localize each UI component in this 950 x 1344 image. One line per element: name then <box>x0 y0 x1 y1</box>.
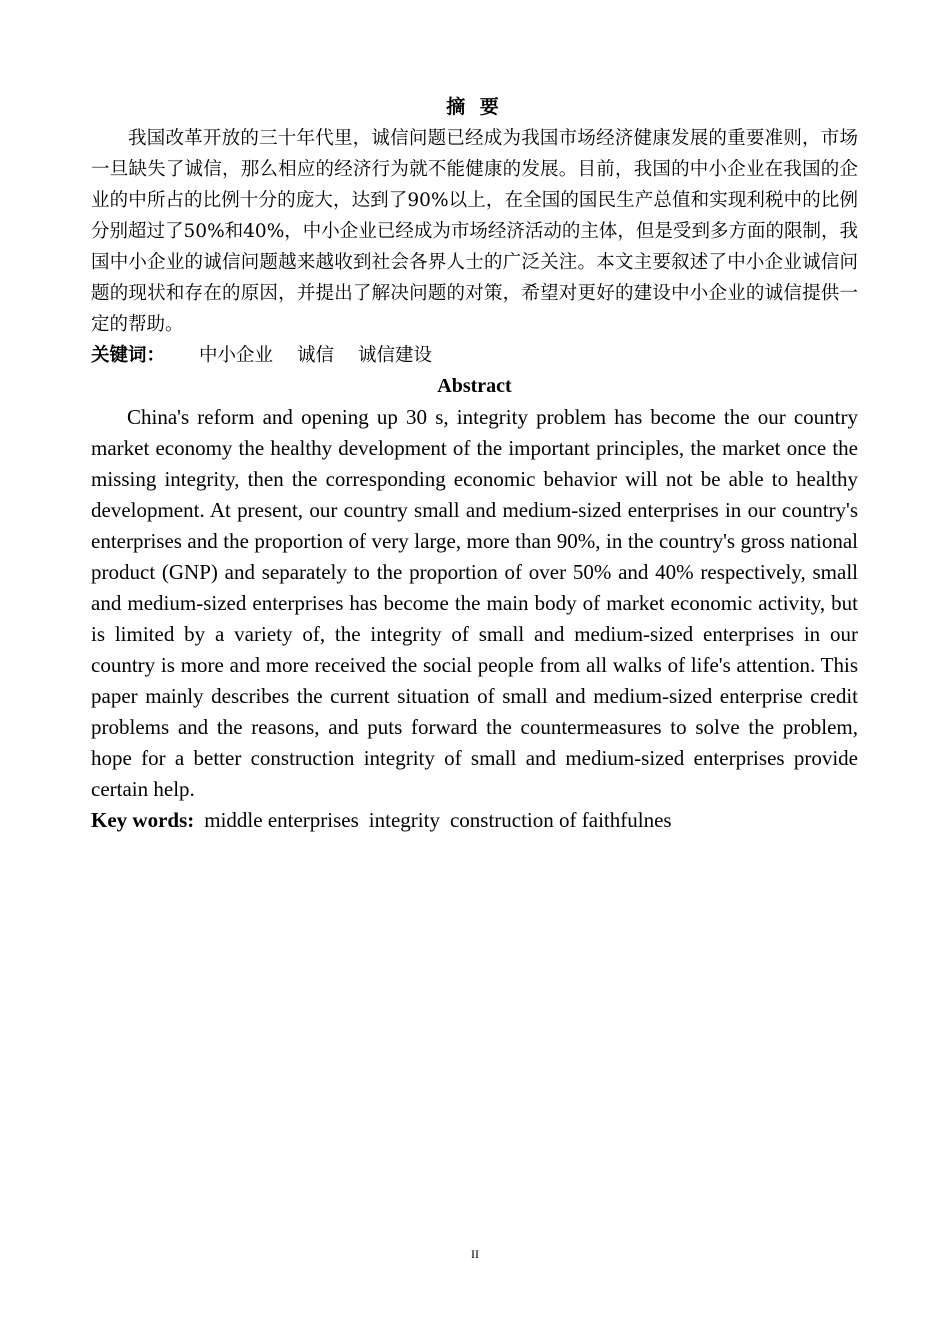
chinese-keywords-line <box>91 340 858 371</box>
abstract-column <box>91 92 858 836</box>
english-keyword: construction of faithfulnes <box>449 808 672 832</box>
chinese-abstract-heading: 摘 要 <box>446 96 503 118</box>
english-keyword: middle enterprises <box>204 808 359 832</box>
english-keyword: integrity <box>368 808 440 832</box>
english-abstract-heading: Abstract <box>437 375 512 397</box>
chinese-keyword: 诚信 <box>297 345 335 366</box>
chinese-keyword: 诚信建设 <box>358 345 433 366</box>
chinese-abstract-body: 我国改革开放的三十年代里，诚信问题已经成为我国市场经济健康发展的重要准则，市场一旦缺失了诚信，那么相应的经济行为就不能健康的发展。目前，我国的中小企业在我国的企业的中所占的比例十分的庞大，达到了90%以上，在全国的国民生产总值和实现利税中的比例分别超过了50%和40%，中小企业已经成为市场经济活动的主体，但是受到多方面的限制，我国中小企业的诚信问题越来越收到社会各界人士的广泛关注。本文主要叙述了中小企业诚信问题的现状和存在的原因，并提出了解决问题的对策，希望对更好的建设中小企业的诚信提供一定的帮助。 <box>91 128 858 335</box>
page-number: II <box>471 1247 479 1261</box>
english-keywords-label: Key words: <box>91 808 195 832</box>
chinese-keyword: 中小企业 <box>199 345 274 366</box>
english-keywords-line <box>91 805 858 836</box>
chinese-keywords-label: 关键词： <box>91 345 166 366</box>
english-abstract-body: China's reform and opening up 30 s, integrity problem has become the our country market economy the healthy development of the important principles, the market once the missing integrity, then the corresponding economic behavior will not be able to healthy development. At present, our country small and medium-sized enterprises in our country's enterprises and the proportion of very large, more than 90%, in the country's gross national product (GNP) and separately to the proportion of over 50% and 40% respectively, small and medium-sized enterprises has become the main body of market economic activity, but is limited by a variety of, the integrity of small and medium-sized enterprises in our country is more and more received the social people from all walks of life's attention. This paper mainly describes the current situation of small and medium-sized enterprise credit problems and the reasons, and puts forward the countermeasures to solve the problem, hope for a better construction integrity of small and medium-sized enterprises provide certain help. <box>91 405 858 801</box>
